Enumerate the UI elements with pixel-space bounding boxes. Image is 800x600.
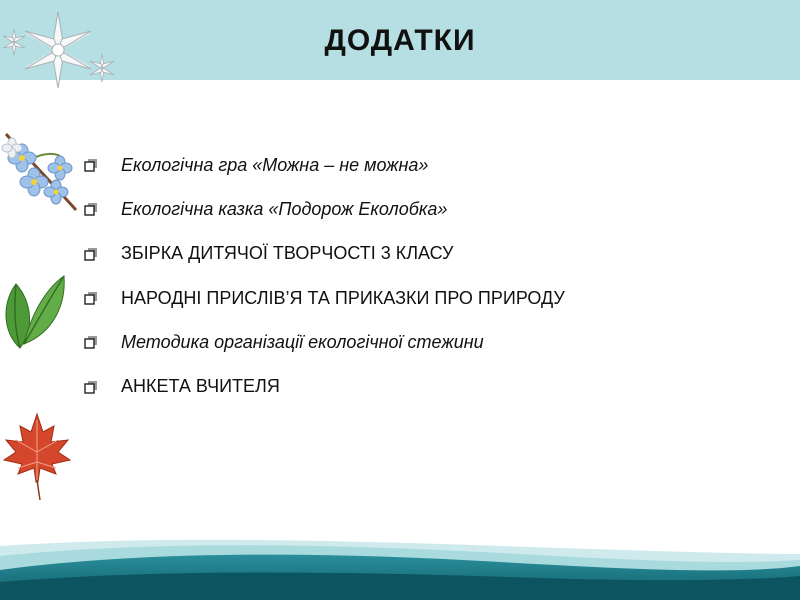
checkbox-bullet-icon — [84, 291, 98, 305]
list-item-label: НАРОДНІ ПРИСЛІВ’Я ТА ПРИКАЗКИ ПРО ПРИРОДУ — [121, 287, 565, 308]
checkbox-bullet-icon — [84, 380, 98, 394]
list-item[interactable] — [84, 364, 565, 408]
list-item[interactable] — [84, 232, 565, 276]
appendix-list — [84, 143, 565, 409]
page-title: ДОДАТКИ — [324, 24, 476, 57]
checkbox-bullet-icon — [84, 247, 98, 261]
list-item[interactable] — [84, 143, 565, 187]
flower-branch-icon — [0, 130, 82, 216]
checkbox-bullet-icon — [84, 158, 98, 172]
bottom-waves — [0, 520, 800, 600]
list-item[interactable] — [84, 187, 565, 231]
checkbox-bullet-icon — [84, 202, 98, 216]
green-leaves-icon — [0, 272, 70, 352]
list-item-label: Екологічна гра «Можна – не можна» — [121, 154, 429, 175]
list-item-label: ЗБІРКА ДИТЯЧОЇ ТВОРЧОСТІ 3 КЛАСУ — [121, 243, 454, 264]
checkbox-bullet-icon — [84, 335, 98, 349]
list-item-label: Екологічна казка «Подорож Еколобка» — [121, 198, 448, 219]
list-item-label: Методика організації екологічної стежини — [121, 331, 484, 352]
list-item[interactable] — [84, 276, 565, 320]
maple-leaf-icon — [2, 412, 72, 500]
list-item-label: АНКЕТА ВЧИТЕЛЯ — [121, 376, 280, 397]
list-item[interactable] — [84, 320, 565, 364]
